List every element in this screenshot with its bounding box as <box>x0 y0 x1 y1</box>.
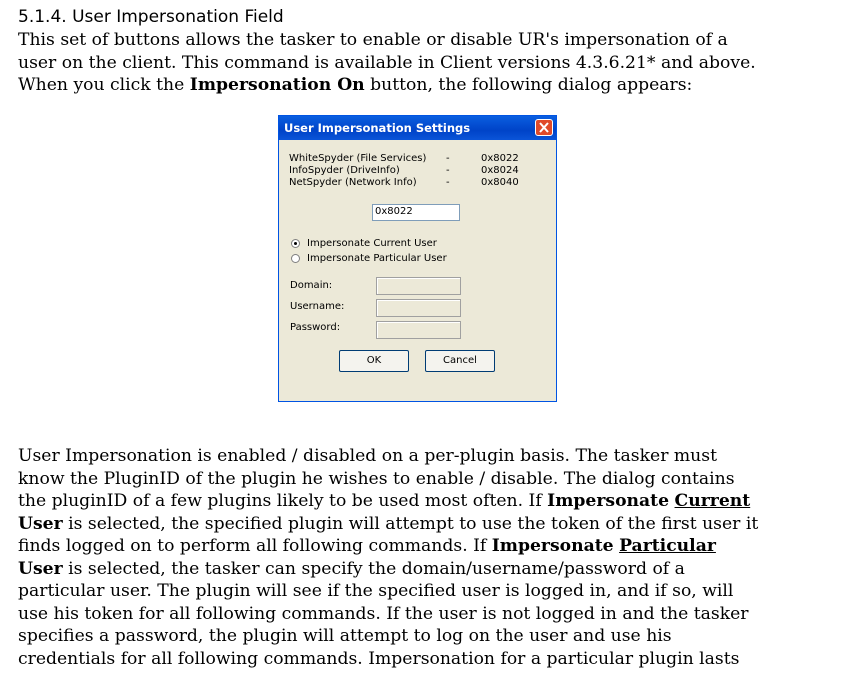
body-text: finds logged on to perform all following commands. If <box>18 536 492 556</box>
body-line: User Impersonation is enabled / disabled on a per-plugin basis. The tasker must <box>18 446 717 466</box>
radio-button[interactable] <box>291 254 300 263</box>
close-button[interactable] <box>535 119 553 136</box>
password-label: Password: <box>290 322 341 333</box>
plugin-id-input[interactable]: 0x8022 <box>372 204 460 221</box>
radio-label: Impersonate Current User <box>307 238 437 249</box>
plugin-separator: - <box>446 165 450 176</box>
body-line: credentials for all following commands. Impersonation for a particular plugin lasts <box>18 648 740 669</box>
user-impersonation-dialog <box>278 115 557 402</box>
impersonate-term: Impersonate <box>491 536 614 556</box>
user-term: User <box>18 513 63 534</box>
intro-line: user on the client. This command is available in Client versions 4.3.6.21* and above. <box>18 52 756 73</box>
impersonate-term: Impersonate <box>547 491 670 511</box>
close-icon <box>539 122 549 133</box>
radio-label: Impersonate Particular User <box>307 253 447 264</box>
body-line <box>18 535 833 558</box>
plugin-separator: - <box>446 177 450 188</box>
domain-field[interactable] <box>376 277 461 295</box>
plugin-id: 0x8040 <box>481 177 519 188</box>
body-line <box>18 558 833 581</box>
intro-text: When you click the <box>18 75 190 95</box>
dialog-title: User Impersonation Settings <box>284 121 471 135</box>
body-text: is selected, the tasker can specify the domain/username/password of a <box>62 558 685 579</box>
body-line: particular user. The plugin will see if the specified user is logged in, and if so, will <box>18 581 734 601</box>
password-field[interactable] <box>376 321 461 339</box>
current-term: Current <box>674 491 751 511</box>
body-paragraph <box>18 445 833 670</box>
username-field[interactable] <box>376 299 461 317</box>
ok-button[interactable]: OK <box>339 350 409 372</box>
impersonation-on-term: Impersonation On <box>189 75 365 95</box>
body-line: know the PluginID of the plugin he wishes to enable / disable. The dialog contains <box>18 468 735 489</box>
section-heading: 5.1.4. User Impersonation Field <box>18 7 284 27</box>
particular-term: Particular <box>619 536 716 556</box>
plugin-id: 0x8024 <box>481 165 519 176</box>
plugin-name: NetSpyder (Network Info) <box>289 177 417 188</box>
domain-label: Domain: <box>290 280 333 291</box>
body-text: the pluginID of a few plugins likely to be used most often. If <box>18 491 548 511</box>
plugin-name: WhiteSpyder (File Services) <box>289 153 427 164</box>
dialog-titlebar[interactable] <box>279 116 556 140</box>
user-term: User <box>18 558 63 579</box>
radio-button-selected[interactable] <box>291 239 300 248</box>
plugin-separator: - <box>446 153 450 164</box>
plugin-id: 0x8022 <box>481 153 519 164</box>
plugin-name: InfoSpyder (DriveInfo) <box>289 165 400 176</box>
body-line <box>18 490 833 513</box>
intro-text: button, the following dialog appears: <box>364 75 693 95</box>
body-line: use his token for all following commands. If the user is not logged in and the tasker <box>18 603 749 624</box>
intro-line: This set of buttons allows the tasker to enable or disable UR's impersonation of a <box>18 30 728 50</box>
cancel-button[interactable]: Cancel <box>425 350 495 372</box>
body-text: is selected, the specified plugin will attempt to use the token of the first user it <box>62 513 759 534</box>
username-label: Username: <box>290 301 345 312</box>
body-line <box>18 513 833 536</box>
intro-paragraph <box>18 29 833 97</box>
intro-line <box>18 74 833 97</box>
body-line: specifies a password, the plugin will attempt to log on the user and use his <box>18 626 672 646</box>
